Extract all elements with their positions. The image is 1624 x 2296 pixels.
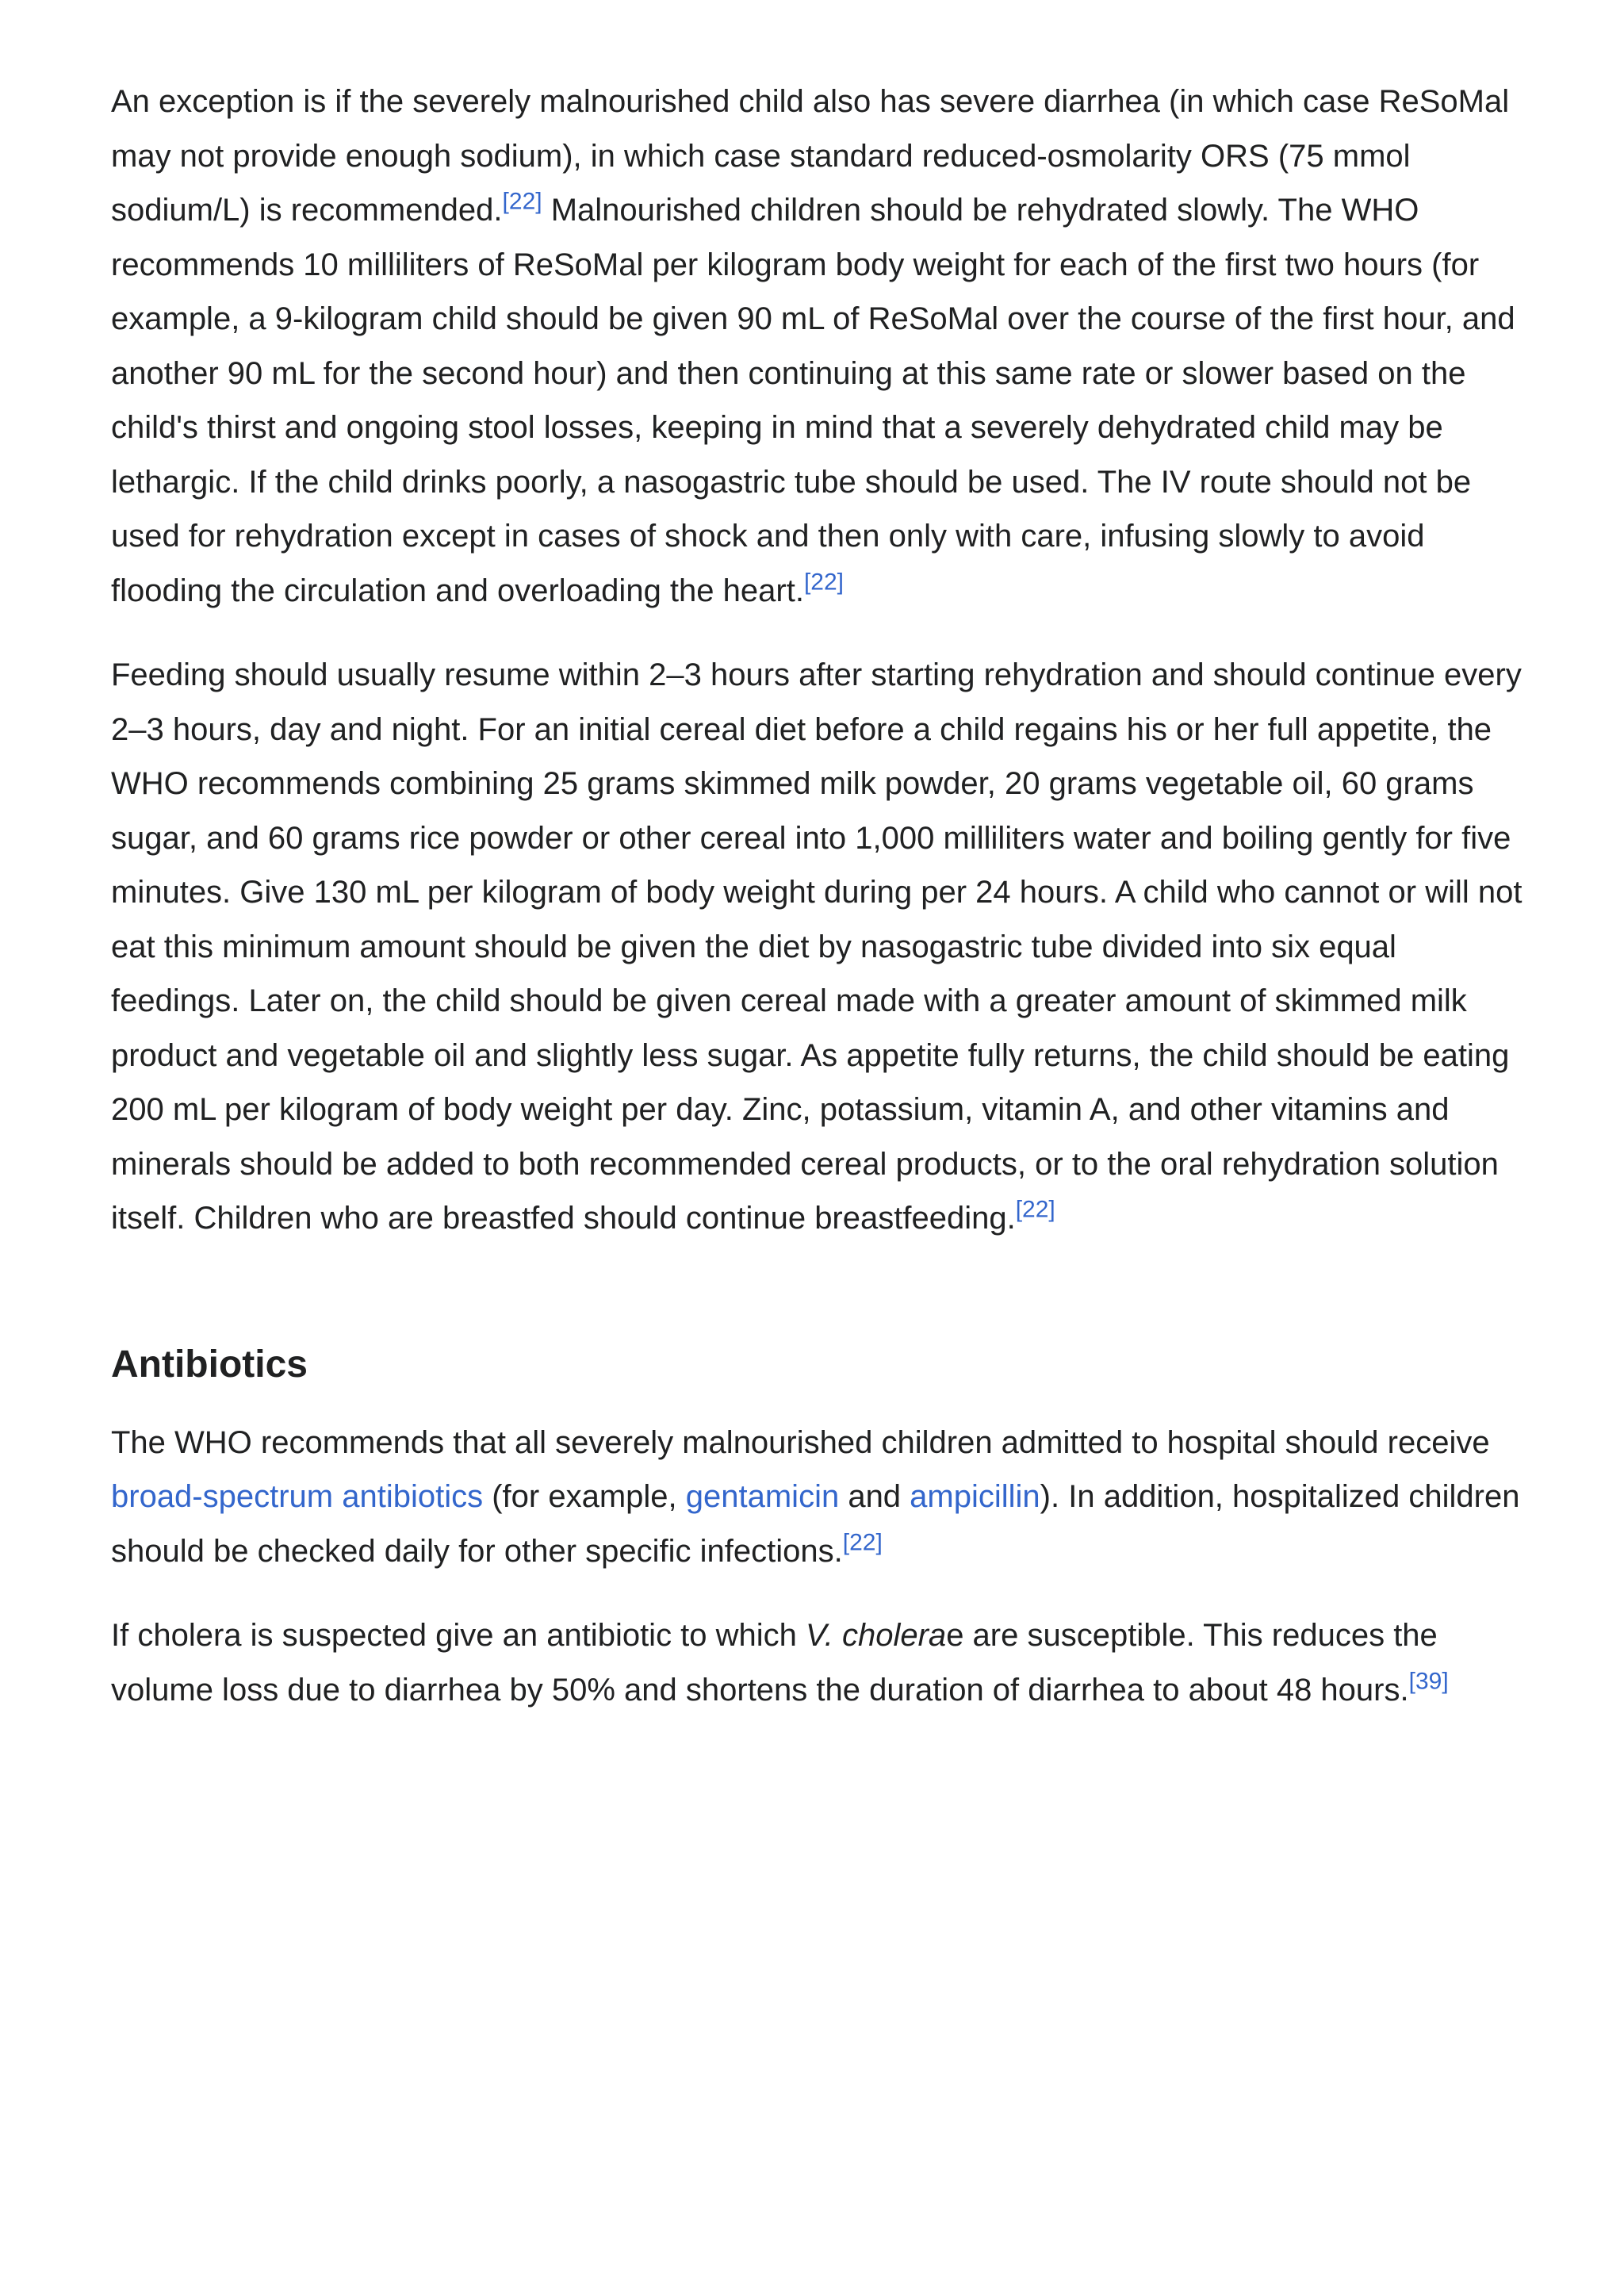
rehydration-paragraph bbox=[111, 75, 1530, 618]
species-name-italic: V. cholera bbox=[806, 1618, 947, 1653]
paragraph-text: If cholera is suspected give an antibiotic to which bbox=[111, 1618, 806, 1653]
paragraph-text: The WHO recommends that all severely malnourished children admitted to hospital should receive bbox=[111, 1424, 1490, 1460]
ampicillin-link[interactable]: ampicillin bbox=[910, 1479, 1040, 1514]
gentamicin-link[interactable]: gentamicin bbox=[685, 1479, 840, 1514]
broad-spectrum-antibiotics-link[interactable]: broad-spectrum antibiotics bbox=[111, 1479, 484, 1514]
citation-link[interactable]: [22] bbox=[842, 1529, 883, 1556]
citation-link[interactable]: [22] bbox=[803, 569, 844, 596]
paragraph-text: ). In addition, hospitalized children should be checked daily for other specific infections. bbox=[111, 1479, 1520, 1569]
paragraph-text: Feeding should usually resume within 2–3 hours after starting rehydration and should continue every 2–3 hours, day and night. For an initial cereal diet before a child regains his or her full appetite, the WHO recommends combining 25 grams skimmed milk powder, 20 grams vegetable oil, 60 grams sugar, and 60 grams rice powder or other cereal into 1,000 milliliters water and boiling gently for five minutes. Give 130 mL per kilogram of body weight during per 24 hours. A child who cannot or will not eat this minimum amount should be given the diet by nasogastric tube divided into six equal feedings. Later on, the child should be given cereal made with a greater amount of skimmed milk product and vegetable oil and slightly less sugar. As appetite fully returns, the child should be eating 200 mL per kilogram of body weight per day. Zinc, potassium, vitamin A, and other vitamins and minerals should be added to both recommended cereal products, or to the oral rehydration solution itself. Children who are breastfed should continue breastfeeding. bbox=[111, 657, 1522, 1236]
feeding-paragraph bbox=[111, 648, 1530, 1246]
paragraph-text: e are susceptible. This reduces the volume loss due to diarrhea by 50% and shortens the duration of diarrhea to about 48 hours. bbox=[111, 1618, 1438, 1708]
citation-link[interactable]: [39] bbox=[1408, 1668, 1449, 1695]
citation-link[interactable]: [22] bbox=[1015, 1196, 1055, 1223]
paragraph-text: Malnourished children should be rehydrated slowly. The WHO recommends 10 milliliters of ReSoMal per kilogram body weight for each of the first two hours (for example, a 9-kilogram child should be given 90 mL of ReSoMal over the course of the first hour, and another 90 mL for the second hour) and then continuing at this same rate or slower based on the child's thirst and ongoing stool losses, keeping in mind that a severely dehydrated child may be lethargic. If the child drinks poorly, a nasogastric tube should be used. The IV route should not be used for rehydration except in cases of shock and then only with care, infusing slowly to avoid flooding the circulation and overloading the heart. bbox=[111, 193, 1515, 608]
paragraph-text: (for example, bbox=[483, 1479, 686, 1514]
article-content bbox=[111, 75, 1530, 1747]
section-heading-antibiotics: Antibiotics bbox=[111, 1343, 308, 1386]
paragraph-text: An exception is if the severely malnourished child also has severe diarrhea (in which case ReSoMal may not provide enough sodium), in which case standard reduced-osmolarity ORS (75 mmol sodium/L) is recommended. bbox=[111, 84, 1510, 228]
antibiotics-paragraph bbox=[111, 1416, 1530, 1579]
paragraph-text: and bbox=[839, 1479, 910, 1514]
cholera-paragraph bbox=[111, 1608, 1530, 1717]
citation-link[interactable]: [22] bbox=[502, 188, 542, 215]
